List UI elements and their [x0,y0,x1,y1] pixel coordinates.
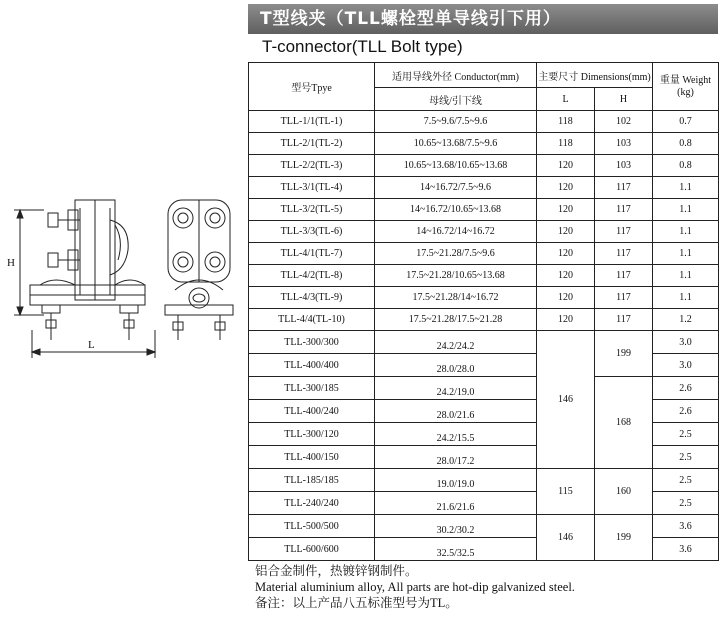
model-cell: TLL-500/500 [249,515,375,538]
h-cell: 117 [595,221,653,243]
h-cell: 117 [595,177,653,199]
model-cell: TLL-4/2(TL-8) [249,265,375,287]
table-row [249,155,719,177]
h-cell: 103 [595,155,653,177]
l-cell: 120 [537,177,595,199]
model-cell: TLL-600/600 [249,538,375,561]
model-cell: TLL-400/400 [249,354,375,377]
weight-cell: 3.0 [653,331,719,354]
table-row [249,331,719,354]
model-cell: TLL-4/3(TL-9) [249,287,375,309]
weight-cell: 3.6 [653,515,719,538]
model-cell: TLL-240/240 [249,492,375,515]
table-row [249,469,719,492]
model-cell: TLL-2/1(TL-2) [249,133,375,155]
model-cell: TLL-3/1(TL-4) [249,177,375,199]
model-cell: TLL-185/185 [249,469,375,492]
page-title: T型线夹（TLL螺栓型单导线引下用） [248,4,718,34]
h-cell: 103 [595,133,653,155]
conductor-cell: 10.65~13.68/10.65~13.68 [375,155,537,177]
table-row [249,515,719,538]
l-cell: 120 [537,199,595,221]
weight-cell: 1.2 [653,309,719,331]
model-cell: TLL-400/240 [249,400,375,423]
h-header: H [595,88,653,111]
h-merged-cell: 168 [595,377,653,469]
h-cell: 117 [595,243,653,265]
l-cell: 118 [537,133,595,155]
weight-cell: 1.1 [653,265,719,287]
weight-cell: 1.1 [653,287,719,309]
h-cell: 117 [595,265,653,287]
h-dimension-label: H [7,257,15,269]
l-merged-cell: 146 [537,515,595,561]
table-row [249,199,719,221]
l-cell: 120 [537,287,595,309]
conductor-subheader: 母线/引下线 [375,88,537,111]
conductor-cell: 32.5/32.5 [375,538,537,561]
t-connector-drawing [0,180,245,380]
header-row [249,63,719,88]
conductor-cell: 28.0/28.0 [375,354,537,377]
conductor-cell: 14~16.72/14~16.72 [375,221,537,243]
conductor-cell: 14~16.72/7.5~9.6 [375,177,537,199]
h-merged-cell: 199 [595,515,653,561]
weight-cell: 3.6 [653,538,719,561]
weight-cell: 2.5 [653,469,719,492]
model-cell: TLL-300/300 [249,331,375,354]
spec-table [248,62,719,561]
table-row [249,287,719,309]
conductor-cell: 19.0/19.0 [375,469,537,492]
model-cell: TLL-4/4(TL-10) [249,309,375,331]
weight-cell: 0.8 [653,155,719,177]
model-cell: TLL-2/2(TL-3) [249,155,375,177]
table-row [249,243,719,265]
page-subtitle: T-connector(TLL Bolt type) [262,37,463,56]
l-cell: 120 [537,221,595,243]
conductor-cell: 10.65~13.68/7.5~9.6 [375,133,537,155]
note-line-2: Material aluminium alloy, All parts are hot-dip galvanized steel. [255,580,575,594]
note-line-1: 铝合金制件，热镀锌钢制件。 [255,564,418,578]
dimensions-header: 主要尺寸 Dimensions(mm) [537,63,653,88]
h-cell: 117 [595,199,653,221]
conductor-cell: 24.2/15.5 [375,423,537,446]
weight-cell: 0.8 [653,133,719,155]
l-merged-cell: 146 [537,331,595,469]
weight-cell: 2.5 [653,423,719,446]
l-dimension-label: L [88,339,95,351]
weight-cell: 2.5 [653,446,719,469]
weight-cell: 2.5 [653,492,719,515]
h-cell: 117 [595,287,653,309]
l-cell: 118 [537,111,595,133]
table-row [249,133,719,155]
conductor-header: 适用导线外径 Conductor(mm) [375,63,537,88]
table-row [249,309,719,331]
table-row [249,377,719,400]
model-cell: TLL-400/150 [249,446,375,469]
h-cell: 117 [595,309,653,331]
weight-cell: 1.1 [653,177,719,199]
model-cell: TLL-300/185 [249,377,375,400]
conductor-cell: 24.2/19.0 [375,377,537,400]
conductor-cell: 24.2/24.2 [375,331,537,354]
conductor-cell: 21.6/21.6 [375,492,537,515]
l-merged-cell: 115 [537,469,595,515]
weight-cell: 2.6 [653,400,719,423]
weight-cell: 2.6 [653,377,719,400]
model-cell: TLL-3/3(TL-6) [249,221,375,243]
l-cell: 120 [537,243,595,265]
model-cell: TLL-4/1(TL-7) [249,243,375,265]
table-row [249,221,719,243]
weight-header: 重量 Weight (kg) [653,63,719,111]
conductor-cell: 7.5~9.6/7.5~9.6 [375,111,537,133]
model-header: 型号Tpye [249,63,375,111]
weight-cell: 1.1 [653,199,719,221]
conductor-cell: 17.5~21.28/14~16.72 [375,287,537,309]
h-merged-cell: 199 [595,331,653,377]
l-header: L [537,88,595,111]
weight-cell: 0.7 [653,111,719,133]
model-cell: TLL-3/2(TL-5) [249,199,375,221]
note-line-3: 备注：以上产品八五标准型号为TL。 [255,596,458,610]
h-cell: 102 [595,111,653,133]
l-cell: 120 [537,309,595,331]
conductor-cell: 14~16.72/10.65~13.68 [375,199,537,221]
weight-cell: 1.1 [653,243,719,265]
table-row [249,111,719,133]
weight-cell: 1.1 [653,221,719,243]
conductor-cell: 17.5~21.28/10.65~13.68 [375,265,537,287]
l-cell: 120 [537,155,595,177]
notes [255,563,575,611]
weight-cell: 3.0 [653,354,719,377]
table-row [249,265,719,287]
l-cell: 120 [537,265,595,287]
model-cell: TLL-300/120 [249,423,375,446]
conductor-cell: 28.0/17.2 [375,446,537,469]
h-merged-cell: 160 [595,469,653,515]
model-cell: TLL-1/1(TL-1) [249,111,375,133]
table-row [249,177,719,199]
conductor-cell: 28.0/21.6 [375,400,537,423]
conductor-cell: 30.2/30.2 [375,515,537,538]
conductor-cell: 17.5~21.28/17.5~21.28 [375,309,537,331]
conductor-cell: 17.5~21.28/7.5~9.6 [375,243,537,265]
